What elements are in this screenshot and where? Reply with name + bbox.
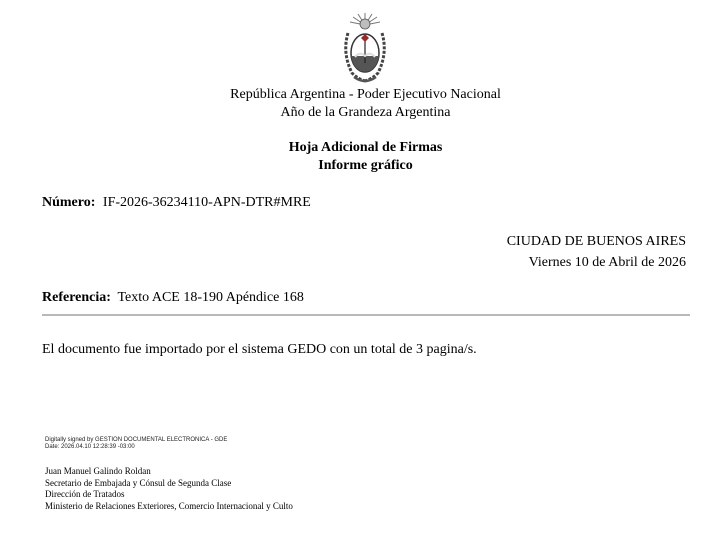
- signer-office: Dirección de Tratados: [45, 489, 125, 499]
- coat-of-arms-icon: [338, 11, 392, 85]
- body-text: El documento fue importado por el sistema GEDO con un total de 3 pagina/s.: [42, 342, 477, 357]
- header-line-1: República Argentina - Poder Ejecutivo Nacional: [230, 87, 501, 102]
- numero-label: Número:: [42, 195, 96, 210]
- digital-signature-signed-by: Digitally signed by GESTION DOCUMENTAL ELECTRONICA - GDE: [45, 437, 228, 443]
- signer-ministry: Ministerio de Relaciones Exteriores, Comercio Internacional y Culto: [45, 500, 293, 511]
- referencia-field: [42, 290, 304, 306]
- doc-title-line-1: Hoja Adicional de Firmas: [288, 140, 443, 155]
- signer-name: Juan Manuel Galindo Roldan: [45, 466, 151, 476]
- signer-position: Secretario de Embajada y Cónsul de Segunda Clase: [45, 477, 232, 488]
- numero-value: IF-2026-36234110-APN-DTR#MRE: [102, 195, 311, 210]
- city: CIUDAD DE BUENOS AIRES: [506, 234, 686, 249]
- digital-signature-date: Date: 2026.04.10 12:28:39 -03:00: [45, 444, 135, 450]
- doc-title-line-2: Informe gráfico: [318, 158, 413, 173]
- signer-block: [45, 466, 293, 512]
- header-line-2: Año de la Grandeza Argentina: [280, 105, 451, 120]
- referencia-label: Referencia:: [42, 290, 111, 305]
- document-date: Viernes 10 de Abril de 2026: [528, 255, 686, 270]
- referencia-value: Texto ACE 18-190 Apéndice 168: [117, 290, 304, 305]
- separator-rule: [42, 314, 690, 316]
- numero-field: [42, 195, 311, 211]
- digital-signature-stamp: [45, 437, 227, 451]
